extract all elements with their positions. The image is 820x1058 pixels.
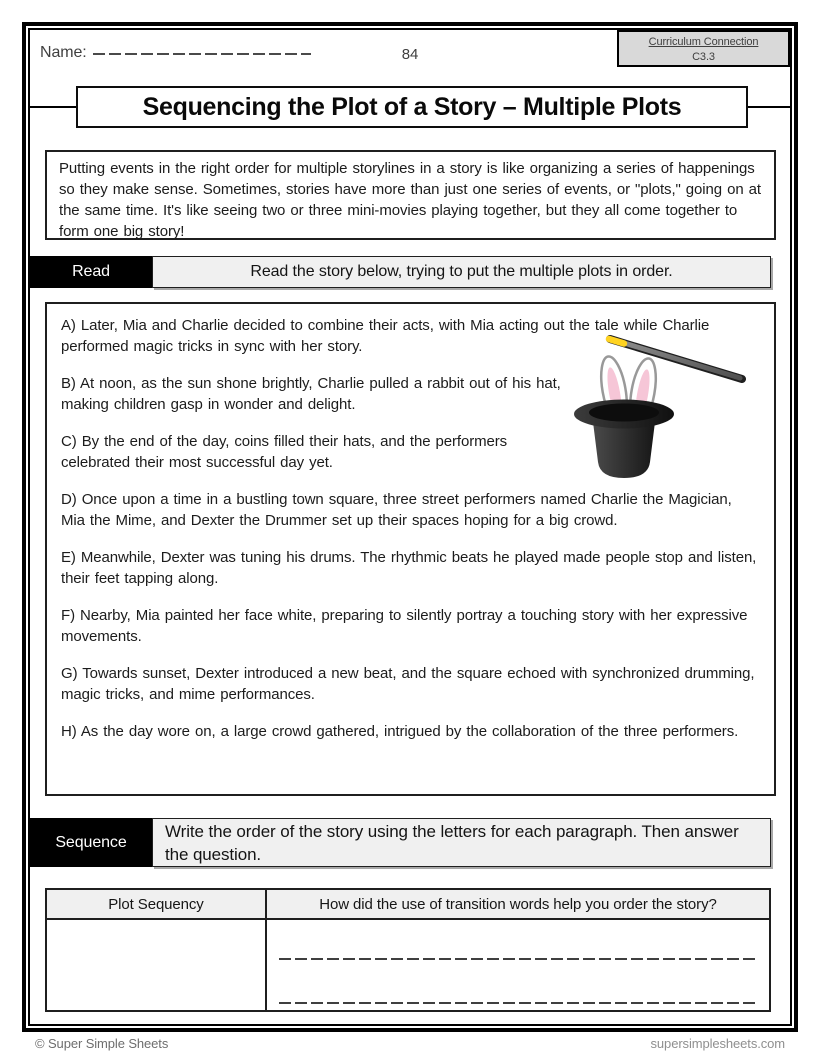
sequence-section-label: Sequence xyxy=(30,818,152,867)
story-box xyxy=(45,302,776,796)
sequence-section-instruction: Write the order of the story using the letters for each paragraph. Then answer the question. xyxy=(152,818,771,867)
answer-writing-line-1[interactable] xyxy=(279,958,757,960)
plot-sequency-answer-cell[interactable] xyxy=(47,920,267,1010)
story-paragraph-b: B) At noon, as the sun shone brightly, Charlie pulled a rabbit out of his hat, making children gasp in wonder and delight. xyxy=(61,375,561,413)
answer-table xyxy=(45,888,771,1012)
answer-writing-line-2[interactable] xyxy=(279,1002,757,1004)
story-paragraph-e: E) Meanwhile, Dexter was tuning his drums. The rhythmic beats he played made people stop and listen, their feet tapping along. xyxy=(61,549,757,587)
read-section-label: Read xyxy=(30,256,152,288)
curriculum-connection-code: C3.3 xyxy=(692,51,715,64)
footer-copyright: © Super Simple Sheets xyxy=(35,1036,169,1051)
read-section-instruction: Read the story below, trying to put the multiple plots in order. xyxy=(152,256,771,288)
footer-website: supersimplesheets.com xyxy=(650,1036,785,1051)
story-paragraph-f: F) Nearby, Mia painted her face white, preparing to silently portray a touching story with her expressive movements. xyxy=(61,607,748,645)
story-paragraph-g: G) Towards sunset, Dexter introduced a new beat, and the square echoed with synchronized drumming, magic tricks, and mime performances. xyxy=(61,665,755,703)
page-title: Sequencing the Plot of a Story – Multiple Plots xyxy=(76,86,748,128)
name-label: Name: xyxy=(40,44,87,61)
story-paragraph-h: H) As the day wore on, a large crowd gathered, intrigued by the collaboration of the three performers. xyxy=(61,723,739,740)
curriculum-connection-box xyxy=(617,30,790,67)
story-paragraph-d: D) Once upon a time in a bustling town square, three street performers named Charlie the Magician, Mia the Mime, and Dexter the Drummer set up their spaces hoping for a big crowd. xyxy=(61,491,732,529)
plot-sequency-header: Plot Sequency xyxy=(47,890,267,920)
story-paragraph-c: C) By the end of the day, coins filled their hats, and the performers celebrated their most successful day yet. xyxy=(61,433,508,471)
story-paragraph-a: A) Later, Mia and Charlie decided to combine their acts, with Mia acting out the tale while Charlie performed magic tricks in sync with her story. xyxy=(61,317,710,355)
magician-hat-rabbit-wand-icon xyxy=(570,330,766,482)
curriculum-connection-title: Curriculum Connection xyxy=(648,36,759,48)
transition-words-question-header: How did the use of transition words help you order the story? xyxy=(267,890,769,920)
question-answer-cell[interactable] xyxy=(267,920,769,1010)
page-number: 84 xyxy=(401,46,419,63)
intro-text-box: Putting events in the right order for multiple storylines in a story is like organizing a series of happenings so they make sense. Sometimes, stories have more than just one series of events, or "plots," going on at the same time. It's like seeing two or three mini-movies playing together, but they all come together to form one big story! xyxy=(45,150,776,240)
